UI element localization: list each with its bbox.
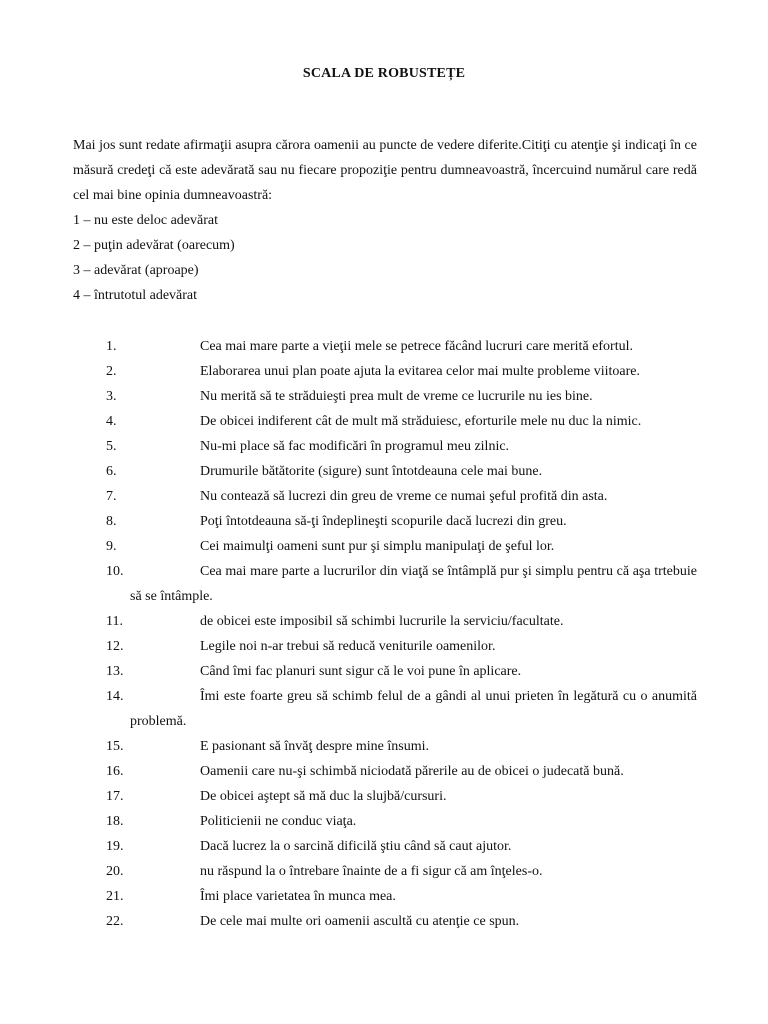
statement-text: De obicei indiferent cât de mult mă străduiesc, eforturile mele nu duc la nimic. — [200, 414, 642, 429]
statement-item — [0, 434, 768, 459]
statement-text: Drumurile bătătorite (sigure) sunt întotdeauna cele mai bune. — [200, 464, 543, 479]
statement-item — [0, 859, 768, 884]
statement-text: Oamenii care nu-şi schimbă niciodată părerile au de obicei o judecată bună. — [200, 764, 624, 779]
statement-item — [0, 784, 768, 809]
statement-item — [0, 534, 768, 559]
statement-item — [0, 484, 768, 509]
statement-text: Politicienii ne conduc viaţa. — [200, 814, 357, 829]
statement-text: De cele mai multe ori oamenii ascultă cu atenţie ce spun. — [200, 914, 520, 929]
statement-number: 16. — [106, 764, 124, 779]
scale-item-1: 1 – nu este deloc adevărat — [73, 213, 218, 228]
statement-text: de obicei este imposibil să schimbi lucrurile la serviciu/facultate. — [200, 614, 564, 629]
statement-text: Când îmi fac planuri sunt sigur că le voi pune în aplicare. — [200, 664, 522, 679]
document-title: SCALA DE ROBUSTEȚE — [302, 66, 466, 81]
statement-text: Poţi întotdeauna să-ţi îndeplineşti scopurile dacă lucrezi din greu. — [200, 514, 567, 529]
statement-number: 11. — [106, 614, 123, 629]
statement-number: 5. — [106, 439, 117, 454]
scale-item-4: 4 – întrutotul adevărat — [73, 288, 198, 303]
statement-item — [0, 684, 768, 734]
statement-text: Cea mai mare parte a lucrurilor din viaţă se întâmplă pur şi simplu pentru că aşa trtebuie să se întâmple. — [130, 564, 697, 604]
statement-list — [0, 334, 768, 934]
statement-text: Nu-mi place să fac modificări în programul meu zilnic. — [200, 439, 510, 454]
statement-item — [0, 459, 768, 484]
statement-item — [0, 384, 768, 409]
statement-number: 13. — [106, 664, 124, 679]
statement-text: De obicei aştept să mă duc la slujbă/cursuri. — [200, 789, 447, 804]
statement-number: 19. — [106, 839, 124, 854]
statement-item — [0, 659, 768, 684]
statement-number: 20. — [106, 864, 124, 879]
statement-item — [0, 559, 768, 609]
statement-number: 1. — [106, 339, 117, 354]
statement-number: 4. — [106, 414, 117, 429]
statement-text: Dacă lucrez la o sarcină dificilă ştiu când să caut ajutor. — [200, 839, 512, 854]
statement-number: 10. — [106, 564, 124, 579]
statement-number: 12. — [106, 639, 124, 654]
statement-text: nu răspund la o întrebare înainte de a fi sigur că am înţeles-o. — [200, 864, 543, 879]
statement-text: Legile noi n-ar trebui să reducă veniturile oamenilor. — [200, 639, 496, 654]
statement-text: Nu merită să te străduieşti prea mult de vreme ce lucrurile nu ies bine. — [200, 389, 593, 404]
scale-item-3: 3 – adevărat (aproape) — [73, 263, 199, 278]
statement-number: 15. — [106, 739, 124, 754]
statement-number: 14. — [106, 689, 124, 704]
statement-item — [0, 909, 768, 934]
intro-text: Mai jos sunt redate afirmaţii asupra cărora oamenii au puncte de vedere diferite.Citiţi cu atenţie şi indicaţi în ce măsură credeţi că este adevărată sau nu fiecare propoziţie pentru dumneavoastră, încercuind numărul care redă cel mai bine opinia dumneavoastră: — [73, 138, 697, 203]
statement-item — [0, 359, 768, 384]
statement-item — [0, 634, 768, 659]
statement-item — [0, 409, 768, 434]
statement-item — [0, 809, 768, 834]
statement-item — [0, 734, 768, 759]
statement-text: E pasionant să învăţ despre mine însumi. — [200, 739, 430, 754]
statement-item — [0, 334, 768, 359]
statement-number: 21. — [106, 889, 124, 904]
statement-number: 8. — [106, 514, 117, 529]
statement-text: Cei maimulţi oameni sunt pur şi simplu manipulaţi de şeful lor. — [200, 539, 555, 554]
statement-text: Elaborarea unui plan poate ajuta la evitarea celor mai multe probleme viitoare. — [200, 364, 641, 379]
statement-number: 22. — [106, 914, 124, 929]
statement-number: 6. — [106, 464, 117, 479]
statement-text: Îmi place varietatea în munca mea. — [200, 889, 396, 904]
statement-number: 2. — [106, 364, 117, 379]
statement-item — [0, 509, 768, 534]
statement-text: Nu contează să lucrezi din greu de vreme ce numai şeful profită din asta. — [200, 489, 608, 504]
intro-paragraph — [73, 133, 697, 208]
statement-number: 18. — [106, 814, 124, 829]
statement-number: 3. — [106, 389, 117, 404]
statement-item — [0, 759, 768, 784]
statement-text: Îmi este foarte greu să schimb felul de a gândi al unui prieten în legătură cu o anumită problemă. — [130, 689, 697, 729]
statement-number: 9. — [106, 539, 117, 554]
statement-number: 17. — [106, 789, 124, 804]
rating-scale — [73, 208, 235, 308]
statement-text: Cea mai mare parte a vieţii mele se petrece făcând lucruri care merită efortul. — [200, 339, 633, 354]
statement-number: 7. — [106, 489, 117, 504]
statement-item — [0, 834, 768, 859]
statement-item — [0, 609, 768, 634]
scale-item-2: 2 – puţin adevărat (oarecum) — [73, 238, 235, 253]
statement-item — [0, 884, 768, 909]
